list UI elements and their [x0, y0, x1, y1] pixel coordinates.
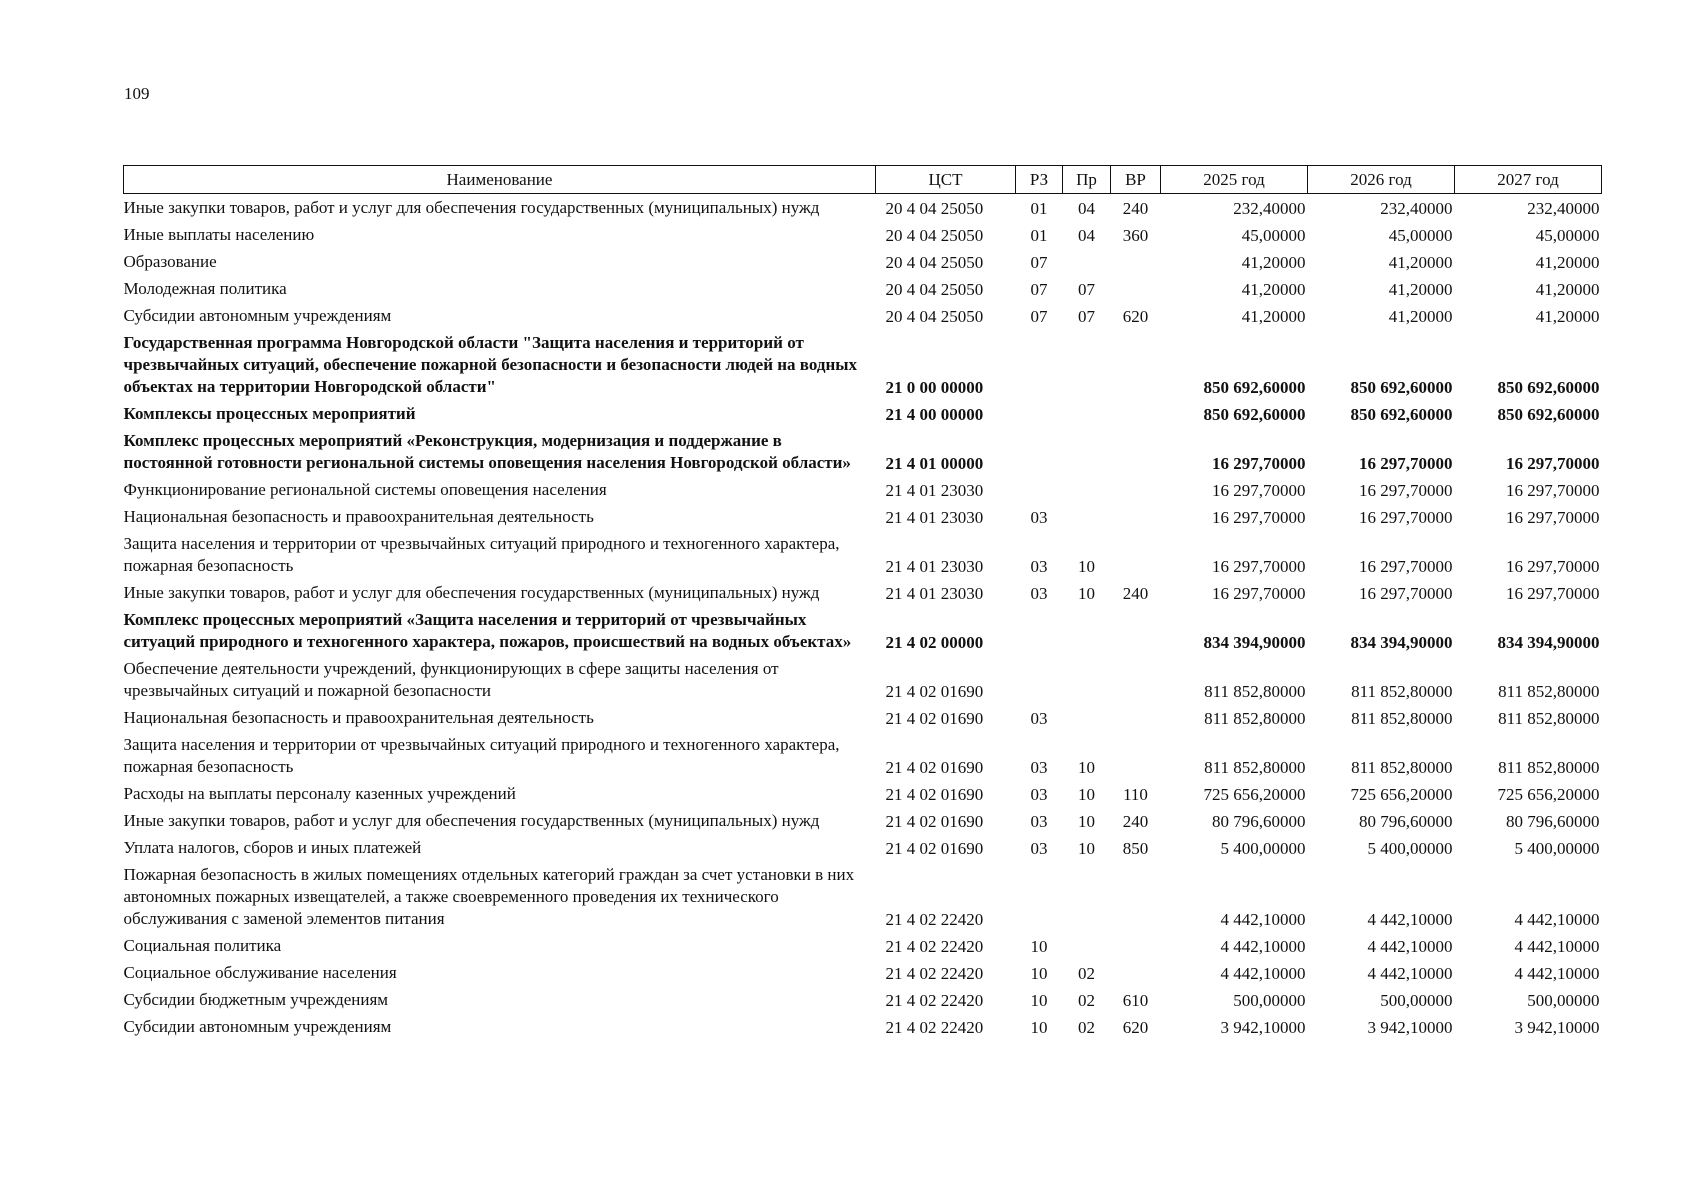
- cell-2026: 41,20000: [1388, 253, 1453, 272]
- cell-2026: 232,40000: [1380, 199, 1453, 218]
- table-row: [124, 579, 1602, 606]
- cell-cst: 21 4 02 00000: [885, 633, 984, 652]
- cell-2027: 16 297,70000: [1506, 454, 1600, 473]
- cell-2025: 4 442,10000: [1220, 964, 1306, 983]
- cell-vr: 240: [1122, 812, 1149, 831]
- budget-table: [123, 165, 1602, 1040]
- header-2025: 2025 год: [1161, 166, 1308, 194]
- cell-name: Комплексы процессных мероприятий: [123, 404, 416, 423]
- cell-rz: 03: [1030, 812, 1048, 831]
- cell-cst: 21 4 00 00000: [885, 405, 984, 424]
- cell-rz: 03: [1030, 508, 1048, 527]
- header-2026: 2026 год: [1308, 166, 1455, 194]
- cell-2025: 16 297,70000: [1212, 454, 1306, 473]
- table-header-row: [124, 166, 1602, 194]
- cell-2025: 811 852,80000: [1204, 682, 1306, 701]
- cell-name: Социальная политика: [123, 936, 282, 955]
- cell-cst: 21 4 02 22420: [885, 937, 984, 956]
- cell-cst: 21 4 01 23030: [885, 481, 984, 500]
- cell-2025: 811 852,80000: [1204, 758, 1306, 777]
- cell-2025: 811 852,80000: [1204, 709, 1306, 728]
- cell-2025: 500,00000: [1233, 991, 1306, 1010]
- cell-cst: 21 0 00 00000: [885, 378, 984, 397]
- cell-2025: 5 400,00000: [1220, 839, 1306, 858]
- cell-cst: 21 4 01 00000: [885, 454, 984, 473]
- cell-pr: 02: [1078, 991, 1095, 1010]
- cell-2027: 16 297,70000: [1506, 508, 1600, 527]
- cell-cst: 21 4 02 01690: [885, 709, 984, 728]
- cell-2026: 16 297,70000: [1359, 508, 1453, 527]
- cell-rz: [1016, 329, 1063, 400]
- cell-2026: 4 442,10000: [1367, 910, 1453, 929]
- cell-2025: 41,20000: [1241, 253, 1306, 272]
- cell-cst: 20 4 04 25050: [885, 199, 984, 218]
- cell-2026: 725 656,20000: [1350, 785, 1453, 804]
- cell-2026: 80 796,60000: [1359, 812, 1453, 831]
- table-row: [124, 1013, 1602, 1040]
- header-pr: Пр: [1063, 166, 1111, 194]
- cell-vr: [1111, 606, 1161, 655]
- table-row: [124, 194, 1602, 222]
- cell-pr: [1063, 400, 1111, 427]
- cell-2025: 232,40000: [1233, 199, 1306, 218]
- header-vr: ВР: [1111, 166, 1161, 194]
- table-row: [124, 959, 1602, 986]
- cell-pr: 02: [1078, 964, 1095, 983]
- cell-2026: 41,20000: [1388, 307, 1453, 326]
- cell-vr: [1111, 400, 1161, 427]
- cell-rz: [1016, 861, 1063, 932]
- cell-pr: 10: [1078, 785, 1095, 804]
- cell-2026: 850 692,60000: [1350, 405, 1453, 424]
- cell-vr: [1111, 503, 1161, 530]
- cell-name: Социальное обслуживание населения: [123, 963, 397, 982]
- cell-2026: 5 400,00000: [1367, 839, 1453, 858]
- page-number: 109: [124, 84, 150, 103]
- cell-pr: [1063, 861, 1111, 932]
- cell-cst: 21 4 02 01690: [885, 758, 984, 777]
- cell-rz: 07: [1030, 307, 1048, 326]
- cell-vr: [1111, 959, 1161, 986]
- cell-vr: [1111, 861, 1161, 932]
- cell-pr: 10: [1078, 584, 1095, 603]
- cell-2026: 16 297,70000: [1359, 481, 1453, 500]
- cell-2027: 725 656,20000: [1497, 785, 1600, 804]
- cell-name: Государственная программа Новгородской области "Защита населения и территорий от чрезвычайных ситуаций, обеспечение пожарной безопасности и безопасности людей на водных объектах на территории Новгородской области": [123, 333, 858, 396]
- cell-2025: 16 297,70000: [1212, 557, 1306, 576]
- cell-pr: [1063, 503, 1111, 530]
- cell-cst: 21 4 01 23030: [885, 508, 984, 527]
- cell-name: Молодежная политика: [123, 279, 287, 298]
- cell-pr: 10: [1078, 758, 1095, 777]
- cell-name: Функционирование региональной системы оповещения населения: [123, 480, 607, 499]
- cell-name: Иные закупки товаров, работ и услуг для обеспечения государственных (муниципальных) нужд: [123, 811, 820, 830]
- cell-2026: 850 692,60000: [1350, 378, 1453, 397]
- cell-rz: [1016, 655, 1063, 704]
- cell-rz: 03: [1030, 758, 1048, 777]
- cell-2027: 4 442,10000: [1514, 964, 1600, 983]
- cell-vr: [1111, 530, 1161, 579]
- table-row: [124, 606, 1602, 655]
- cell-vr: [1111, 427, 1161, 476]
- cell-rz: 03: [1030, 785, 1048, 804]
- cell-2027: 811 852,80000: [1498, 758, 1600, 777]
- cell-2025: 3 942,10000: [1220, 1018, 1306, 1037]
- cell-cst: 21 4 02 01690: [885, 812, 984, 831]
- cell-rz: 03: [1030, 709, 1048, 728]
- cell-2027: 4 442,10000: [1514, 910, 1600, 929]
- cell-2025: 16 297,70000: [1212, 481, 1306, 500]
- cell-2027: 41,20000: [1535, 253, 1600, 272]
- cell-pr: [1063, 329, 1111, 400]
- cell-2027: 3 942,10000: [1514, 1018, 1600, 1037]
- cell-cst: 21 4 02 22420: [885, 910, 984, 929]
- cell-2027: 16 297,70000: [1506, 557, 1600, 576]
- cell-rz: 10: [1030, 991, 1048, 1010]
- cell-vr: [1111, 704, 1161, 731]
- cell-rz: 03: [1030, 584, 1048, 603]
- table-row: [124, 834, 1602, 861]
- cell-2027: 500,00000: [1527, 991, 1600, 1010]
- cell-name: Комплекс процессных мероприятий «Защита населения и территорий от чрезвычайных ситуаций природного и техногенного характера, пожаров, происшествий на водных объектах»: [123, 610, 852, 651]
- cell-rz: 01: [1030, 226, 1048, 245]
- cell-rz: [1016, 476, 1063, 503]
- cell-vr: [1111, 932, 1161, 959]
- table-row: [124, 400, 1602, 427]
- cell-2027: 80 796,60000: [1506, 812, 1600, 831]
- table-row: [124, 248, 1602, 275]
- cell-vr: 240: [1122, 584, 1149, 603]
- cell-2026: 834 394,90000: [1350, 633, 1453, 652]
- table-row: [124, 780, 1602, 807]
- table-row: [124, 932, 1602, 959]
- cell-name: Иные выплаты населению: [123, 225, 315, 244]
- cell-2026: 16 297,70000: [1359, 557, 1453, 576]
- cell-rz: 10: [1030, 937, 1048, 956]
- cell-2027: 834 394,90000: [1497, 633, 1600, 652]
- cell-rz: [1016, 606, 1063, 655]
- cell-vr: 360: [1122, 226, 1149, 245]
- cell-2026: 3 942,10000: [1367, 1018, 1453, 1037]
- cell-vr: [1111, 248, 1161, 275]
- cell-2027: 41,20000: [1535, 280, 1600, 299]
- cell-rz: 10: [1030, 1018, 1048, 1037]
- cell-2026: 500,00000: [1380, 991, 1453, 1010]
- cell-cst: 20 4 04 25050: [885, 280, 984, 299]
- table-row: [124, 275, 1602, 302]
- cell-cst: 21 4 02 01690: [885, 785, 984, 804]
- cell-vr: 240: [1122, 199, 1149, 218]
- table-row: [124, 530, 1602, 579]
- cell-2025: 4 442,10000: [1220, 910, 1306, 929]
- cell-pr: 04: [1078, 199, 1095, 218]
- cell-2025: 41,20000: [1241, 307, 1306, 326]
- table-row: [124, 861, 1602, 932]
- table-body: [124, 194, 1602, 1041]
- cell-pr: 04: [1078, 226, 1095, 245]
- cell-2025: 850 692,60000: [1203, 405, 1306, 424]
- cell-vr: [1111, 731, 1161, 780]
- table-row: [124, 302, 1602, 329]
- cell-pr: [1063, 476, 1111, 503]
- cell-vr: 620: [1122, 307, 1149, 326]
- cell-2025: 80 796,60000: [1212, 812, 1306, 831]
- cell-2026: 4 442,10000: [1367, 964, 1453, 983]
- cell-2026: 45,00000: [1388, 226, 1453, 245]
- cell-name: Субсидии автономным учреждениям: [123, 306, 392, 325]
- cell-name: Иные закупки товаров, работ и услуг для обеспечения государственных (муниципальных) нужд: [123, 198, 820, 217]
- cell-name: Комплекс процессных мероприятий «Реконструкция, модернизация и поддержание в постоянной готовности региональной системы оповещения населения Новгородской области»: [123, 431, 851, 472]
- cell-2027: 16 297,70000: [1506, 584, 1600, 603]
- cell-rz: [1016, 400, 1063, 427]
- cell-cst: 21 4 02 22420: [885, 964, 984, 983]
- cell-2026: 16 297,70000: [1359, 584, 1453, 603]
- cell-2027: 811 852,80000: [1498, 709, 1600, 728]
- cell-2027: 850 692,60000: [1497, 378, 1600, 397]
- cell-cst: 21 4 02 01690: [885, 839, 984, 858]
- cell-rz: 10: [1030, 964, 1048, 983]
- cell-cst: 21 4 02 01690: [885, 682, 984, 701]
- cell-pr: [1063, 655, 1111, 704]
- header-cst: ЦСТ: [876, 166, 1016, 194]
- cell-name: Обеспечение деятельности учреждений, функционирующих в сфере защиты населения от чрезвычайных ситуаций и пожарной безопасности: [123, 659, 779, 700]
- cell-vr: [1111, 476, 1161, 503]
- cell-vr: [1111, 655, 1161, 704]
- cell-cst: 20 4 04 25050: [885, 226, 984, 245]
- cell-2027: 16 297,70000: [1506, 481, 1600, 500]
- cell-name: Субсидии автономным учреждениям: [123, 1017, 392, 1036]
- table-row: [124, 476, 1602, 503]
- table-row: [124, 655, 1602, 704]
- cell-2027: 41,20000: [1535, 307, 1600, 326]
- cell-cst: 21 4 02 22420: [885, 1018, 984, 1037]
- cell-cst: 21 4 01 23030: [885, 584, 984, 603]
- cell-name: Уплата налогов, сборов и иных платежей: [123, 838, 422, 857]
- cell-name: Национальная безопасность и правоохранительная деятельность: [123, 708, 594, 727]
- table-row: [124, 503, 1602, 530]
- cell-name: Пожарная безопасность в жилых помещениях отдельных категорий граждан за счет установки в них автономных пожарных извещателей, а также своевременного проведения их технического обслуживания с заменой элементов питания: [123, 865, 855, 928]
- cell-2025: 4 442,10000: [1220, 937, 1306, 956]
- table-row: [124, 221, 1602, 248]
- cell-2027: 850 692,60000: [1497, 405, 1600, 424]
- cell-name: Защита населения и территории от чрезвычайных ситуаций природного и техногенного характера, пожарная безопасность: [123, 735, 840, 776]
- cell-rz: 01: [1030, 199, 1048, 218]
- header-rz: РЗ: [1016, 166, 1063, 194]
- table-row: [124, 704, 1602, 731]
- cell-pr: 10: [1078, 812, 1095, 831]
- budget-table-container: [123, 165, 1601, 1040]
- table-row: [124, 329, 1602, 400]
- cell-name: Субсидии бюджетным учреждениям: [123, 990, 389, 1009]
- cell-2025: 834 394,90000: [1203, 633, 1306, 652]
- table-row: [124, 731, 1602, 780]
- cell-2026: 4 442,10000: [1367, 937, 1453, 956]
- table-row: [124, 807, 1602, 834]
- cell-pr: [1063, 704, 1111, 731]
- cell-pr: 02: [1078, 1018, 1095, 1037]
- cell-pr: 07: [1078, 280, 1095, 299]
- cell-pr: [1063, 932, 1111, 959]
- cell-2027: 4 442,10000: [1514, 937, 1600, 956]
- cell-2025: 16 297,70000: [1212, 584, 1306, 603]
- cell-2027: 811 852,80000: [1498, 682, 1600, 701]
- cell-rz: 07: [1030, 253, 1048, 272]
- cell-2025: 41,20000: [1241, 280, 1306, 299]
- cell-pr: [1063, 427, 1111, 476]
- cell-vr: [1111, 275, 1161, 302]
- cell-2025: 16 297,70000: [1212, 508, 1306, 527]
- cell-cst: 20 4 04 25050: [885, 253, 984, 272]
- cell-cst: 21 4 01 23030: [885, 557, 984, 576]
- cell-2026: 16 297,70000: [1359, 454, 1453, 473]
- cell-vr: 110: [1123, 785, 1148, 804]
- table-row: [124, 427, 1602, 476]
- cell-vr: 620: [1122, 1018, 1149, 1037]
- cell-2025: 725 656,20000: [1203, 785, 1306, 804]
- cell-rz: 07: [1030, 280, 1048, 299]
- cell-name: Национальная безопасность и правоохранительная деятельность: [123, 507, 594, 526]
- cell-name: Иные закупки товаров, работ и услуг для обеспечения государственных (муниципальных) нужд: [123, 583, 820, 602]
- cell-name: Образование: [123, 252, 217, 271]
- cell-pr: 10: [1078, 839, 1095, 858]
- cell-pr: [1063, 248, 1111, 275]
- cell-vr: 850: [1122, 839, 1149, 858]
- cell-name: Защита населения и территории от чрезвычайных ситуаций природного и техногенного характера, пожарная безопасность: [123, 534, 840, 575]
- header-name: Наименование: [124, 166, 876, 194]
- cell-vr: [1111, 329, 1161, 400]
- cell-2027: 45,00000: [1535, 226, 1600, 245]
- cell-2026: 811 852,80000: [1351, 709, 1453, 728]
- header-2027: 2027 год: [1455, 166, 1602, 194]
- cell-2025: 45,00000: [1241, 226, 1306, 245]
- cell-vr: 610: [1122, 991, 1149, 1010]
- cell-cst: 21 4 02 22420: [885, 991, 984, 1010]
- cell-2027: 5 400,00000: [1514, 839, 1600, 858]
- cell-pr: [1063, 606, 1111, 655]
- table-row: [124, 986, 1602, 1013]
- cell-2026: 811 852,80000: [1351, 682, 1453, 701]
- cell-cst: 20 4 04 25050: [885, 307, 984, 326]
- cell-2025: 850 692,60000: [1203, 378, 1306, 397]
- cell-rz: 03: [1030, 557, 1048, 576]
- cell-pr: 10: [1078, 557, 1095, 576]
- cell-rz: [1016, 427, 1063, 476]
- cell-pr: 07: [1078, 307, 1095, 326]
- cell-2026: 811 852,80000: [1351, 758, 1453, 777]
- cell-name: Расходы на выплаты персоналу казенных учреждений: [123, 784, 516, 803]
- cell-rz: 03: [1030, 839, 1048, 858]
- cell-2027: 232,40000: [1527, 199, 1600, 218]
- cell-2026: 41,20000: [1388, 280, 1453, 299]
